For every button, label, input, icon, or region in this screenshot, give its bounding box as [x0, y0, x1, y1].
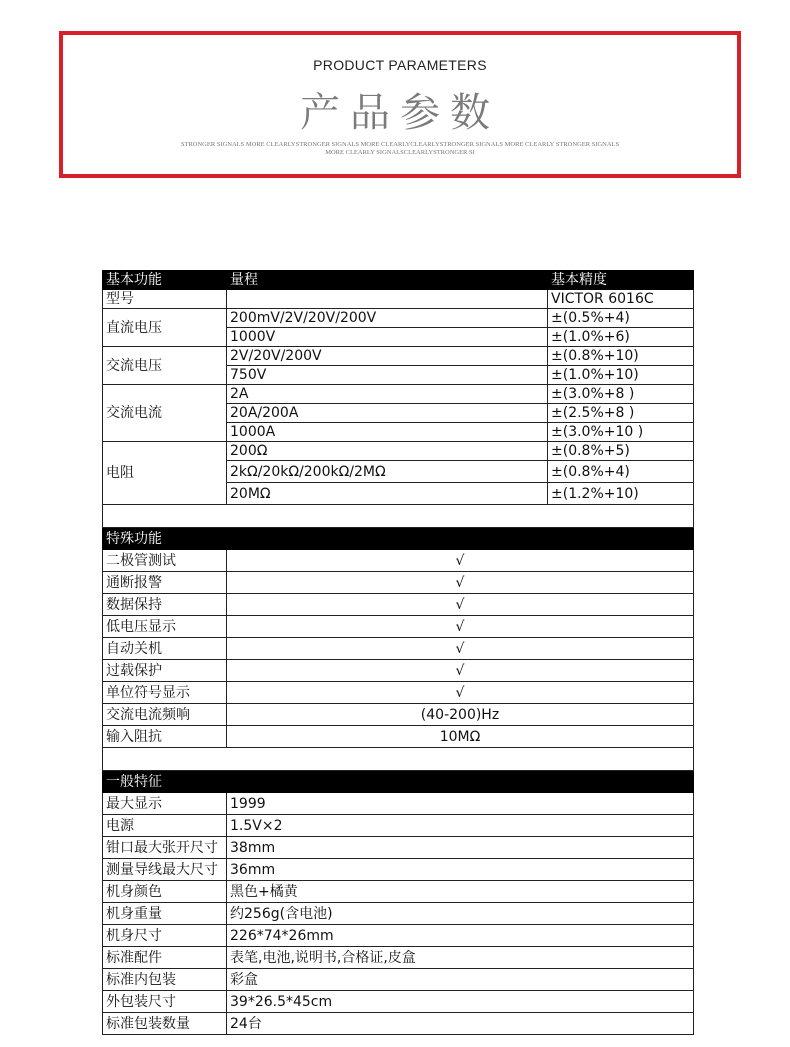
general-value: 1999 [227, 793, 694, 815]
special-name: 过载保护 [103, 660, 227, 682]
range-value: 2kΩ/20kΩ/200kΩ/2MΩ [227, 461, 548, 483]
general-row [103, 815, 694, 837]
general-value: 1.5V×2 [227, 815, 694, 837]
special-name: 输入阻抗 [103, 726, 227, 748]
special-row [103, 660, 694, 682]
general-name: 机身重量 [103, 903, 227, 925]
basic-header-cell: 基本精度 [548, 271, 694, 290]
general-row [103, 859, 694, 881]
special-name: 交流电流频响 [103, 704, 227, 726]
accuracy-value: ±(2.5%+8 ) [548, 404, 694, 423]
general-name: 外包装尺寸 [103, 991, 227, 1013]
special-value: (40-200)Hz [227, 704, 694, 726]
function-name: 交流电流 [103, 385, 227, 442]
function-name: 直流电压 [103, 309, 227, 347]
special-row [103, 704, 694, 726]
special-name: 数据保持 [103, 594, 227, 616]
general-row [103, 991, 694, 1013]
special-row [103, 594, 694, 616]
special-row [103, 682, 694, 704]
model-label: 型号 [103, 290, 227, 309]
range-row [103, 385, 694, 404]
general-value: 36mm [227, 859, 694, 881]
range-value: 1000V [227, 328, 548, 347]
general-name: 机身颜色 [103, 881, 227, 903]
general-value: 表笔,电池,说明书,合格证,皮盒 [227, 947, 694, 969]
general-value: 黑色+橘黄 [227, 881, 694, 903]
special-value: √ [227, 682, 694, 704]
general-value: 38mm [227, 837, 694, 859]
accuracy-value: ±(0.5%+4) [548, 309, 694, 328]
general-name: 标准内包装 [103, 969, 227, 991]
range-value: 1000A [227, 423, 548, 442]
special-name: 单位符号显示 [103, 682, 227, 704]
model-range [227, 290, 548, 309]
general-name: 标准配件 [103, 947, 227, 969]
range-value: 200Ω [227, 442, 548, 461]
basic-header-row [103, 271, 694, 290]
function-name: 电阻 [103, 442, 227, 505]
blank-cell [103, 505, 694, 528]
range-value: 2V/20V/200V [227, 347, 548, 366]
general-header-row [103, 771, 694, 793]
special-value: √ [227, 660, 694, 682]
model-value: VICTOR 6016C [548, 290, 694, 309]
accuracy-value: ±(0.8%+10) [548, 347, 694, 366]
general-value: 39*26.5*45cm [227, 991, 694, 1013]
accuracy-value: ±(3.0%+10 ) [548, 423, 694, 442]
special-name: 自动关机 [103, 638, 227, 660]
range-value: 2A [227, 385, 548, 404]
blank-cell [103, 748, 694, 771]
range-value: 200mV/2V/20V/200V [227, 309, 548, 328]
special-name: 二极管测试 [103, 550, 227, 572]
special-value: √ [227, 616, 694, 638]
general-name: 标准包装数量 [103, 1013, 227, 1035]
banner-title-en: PRODUCT PARAMETERS [313, 57, 487, 73]
range-value: 20A/200A [227, 404, 548, 423]
general-row [103, 1013, 694, 1035]
general-value: 约256g(含电池) [227, 903, 694, 925]
special-name: 低电压显示 [103, 616, 227, 638]
range-row [103, 442, 694, 461]
model-row [103, 290, 694, 309]
general-row [103, 881, 694, 903]
range-row [103, 347, 694, 366]
general-value: 24台 [227, 1013, 694, 1035]
special-row [103, 572, 694, 594]
accuracy-value: ±(1.2%+10) [548, 483, 694, 505]
banner-tagline: STRONGER SIGNALS MORE CLEARLYSTRONGER SIGNALS MORE CLEARLYCLEARLYSTRONGER SIGNALS MORE CLEARLY STRONGER SIGNALS MORE CLEARLY SIGNALSCLEARLYSTRONGER SI [180, 141, 620, 156]
special-value: √ [227, 572, 694, 594]
accuracy-value: ±(1.0%+6) [548, 328, 694, 347]
banner-title-cn: 产品参数 [300, 90, 500, 136]
special-header-row [103, 528, 694, 550]
general-row [103, 837, 694, 859]
accuracy-value: ±(1.0%+10) [548, 366, 694, 385]
function-name: 交流电压 [103, 347, 227, 385]
general-name: 电源 [103, 815, 227, 837]
accuracy-value: ±(3.0%+8 ) [548, 385, 694, 404]
basic-header-cell: 基本功能 [103, 271, 227, 290]
range-value: 750V [227, 366, 548, 385]
general-value: 226*74*26mm [227, 925, 694, 947]
accuracy-value: ±(0.8%+4) [548, 461, 694, 483]
special-name: 通断报警 [103, 572, 227, 594]
general-value: 彩盒 [227, 969, 694, 991]
spacer-row [103, 748, 694, 771]
special-row [103, 726, 694, 748]
general-name: 钳口最大张开尺寸 [103, 837, 227, 859]
spec-table [102, 270, 694, 1035]
general-row [103, 793, 694, 815]
special-row [103, 550, 694, 572]
general-row [103, 925, 694, 947]
general-name: 最大显示 [103, 793, 227, 815]
general-row [103, 947, 694, 969]
special-value: √ [227, 594, 694, 616]
special-value: 10MΩ [227, 726, 694, 748]
special-row [103, 638, 694, 660]
special-value: √ [227, 550, 694, 572]
basic-header-cell: 量程 [227, 271, 548, 290]
special-header: 特殊功能 [103, 528, 694, 550]
general-header: 一般特征 [103, 771, 694, 793]
special-row [103, 616, 694, 638]
product-parameters-banner [59, 31, 741, 178]
range-value: 20MΩ [227, 483, 548, 505]
spacer-row [103, 505, 694, 528]
general-row [103, 969, 694, 991]
accuracy-value: ±(0.8%+5) [548, 442, 694, 461]
range-row [103, 309, 694, 328]
general-row [103, 903, 694, 925]
special-value: √ [227, 638, 694, 660]
general-name: 测量导线最大尺寸 [103, 859, 227, 881]
general-name: 机身尺寸 [103, 925, 227, 947]
